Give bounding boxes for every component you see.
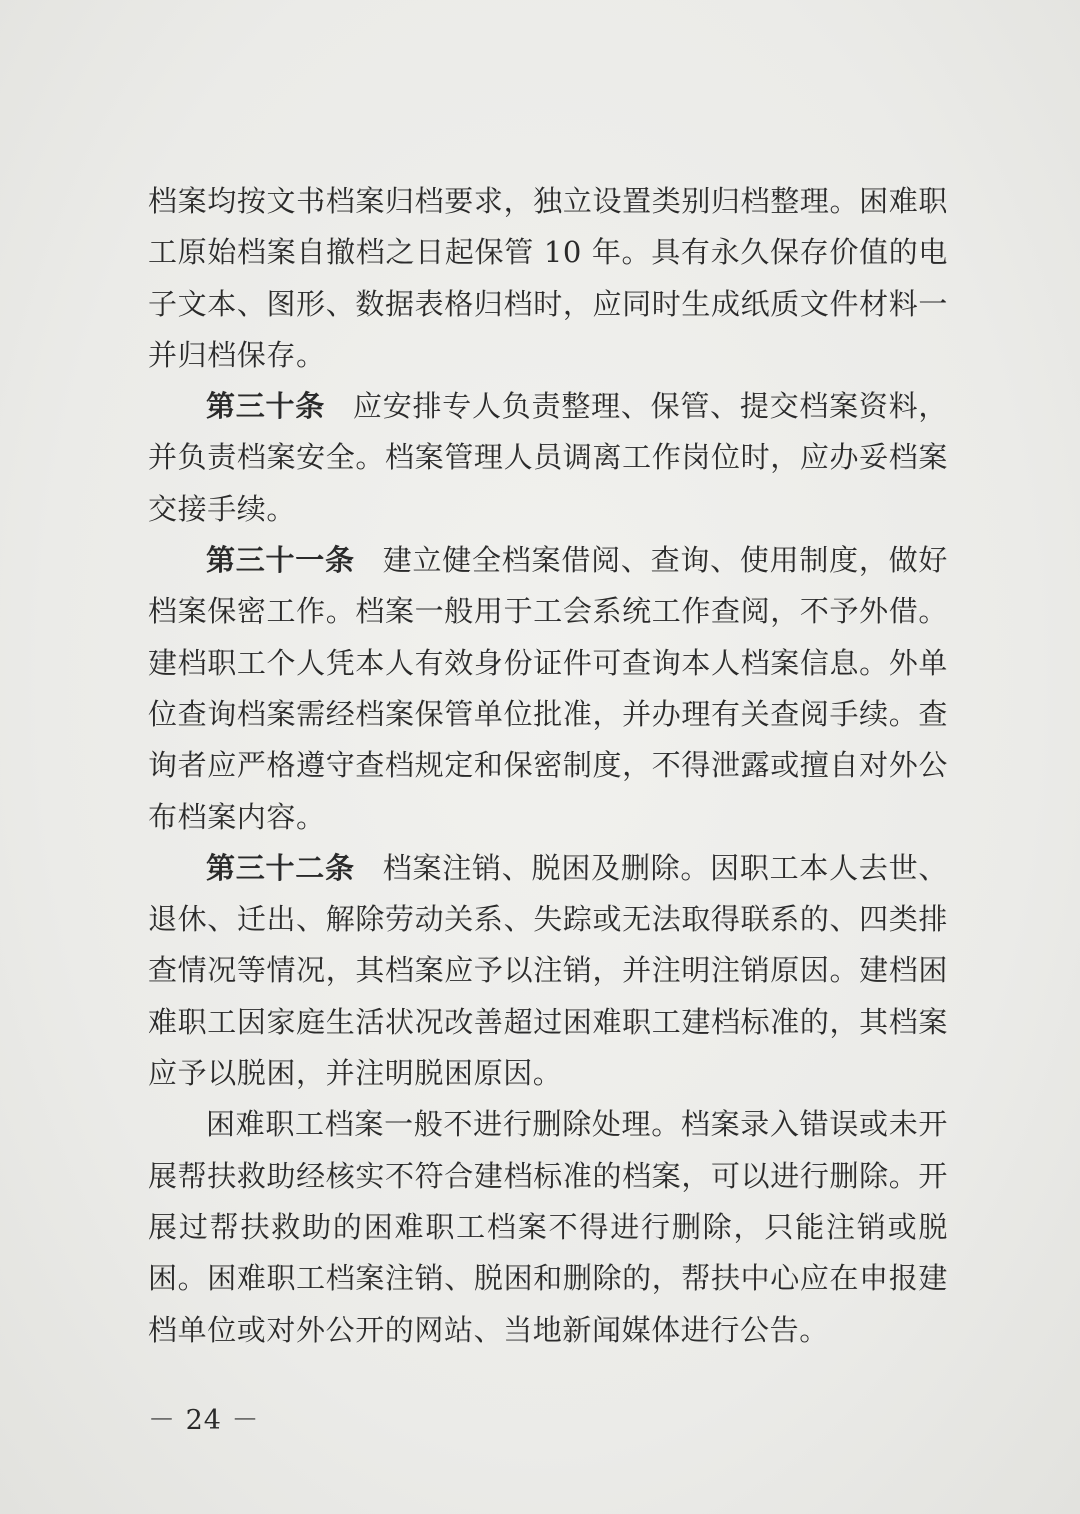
article-31-text: 建立健全档案借阅、查询、使用制度，做好档案保密工作。档案一般用于工会系统工作查阅，不予外借。建档职工个人凭本人有效身份证件可查询本人档案信息。外单位查询档案需经档案保管单位批准，并办理有关查阅手续。查询者应严格遵守查档规定和保密制度，不得泄露或擅自对外公布档案内容。 — [148, 543, 948, 834]
paragraph-archive-filing: 档案均按文书档案归档要求，独立设置类别归档整理。困难职工原始档案自撤档之日起保管 10 年。具有永久保存价值的电子文本、图形、数据表格归档时，应同时生成纸质文件材料一并归档保存。 — [148, 184, 948, 372]
page-number: － 24 － — [148, 1405, 260, 1436]
article-32-text: 档案注销、脱困及删除。因职工本人去世、退休、迁出、解除劳动关系、失踪或无法取得联系的、四类排查情况等情况，其档案应予以注销，并注明注销原因。建档困难职工因家庭生活状况改善超过困难职工建档标准的，其档案应予以脱困，并注明脱困原因。 — [148, 850, 948, 1091]
article-30 — [148, 381, 948, 535]
article-32 — [148, 843, 948, 1099]
article-32-heading: 第三十二条 — [206, 850, 355, 885]
article-31-heading: 第三十一条 — [206, 543, 355, 578]
article-31 — [148, 535, 948, 843]
article-30-heading: 第三十条 — [206, 389, 326, 424]
article-30-text: 应安排专人负责整理、保管、提交档案资料，并负责档案安全。档案管理人员调离工作岗位时，应办妥档案交接手续。 — [148, 389, 948, 526]
paragraph-deletion-rules: 困难职工档案一般不进行删除处理。档案录入错误或未开展帮扶救助经核实不符合建档标准的档案，可以进行删除。开展过帮扶救助的困难职工档案不得进行删除，只能注销或脱困。困难职工档案注销、脱困和删除的，帮扶中心应在申报建档单位或对外公开的网站、当地新闻媒体进行公告。 — [148, 1107, 948, 1347]
document-body — [148, 176, 948, 1356]
